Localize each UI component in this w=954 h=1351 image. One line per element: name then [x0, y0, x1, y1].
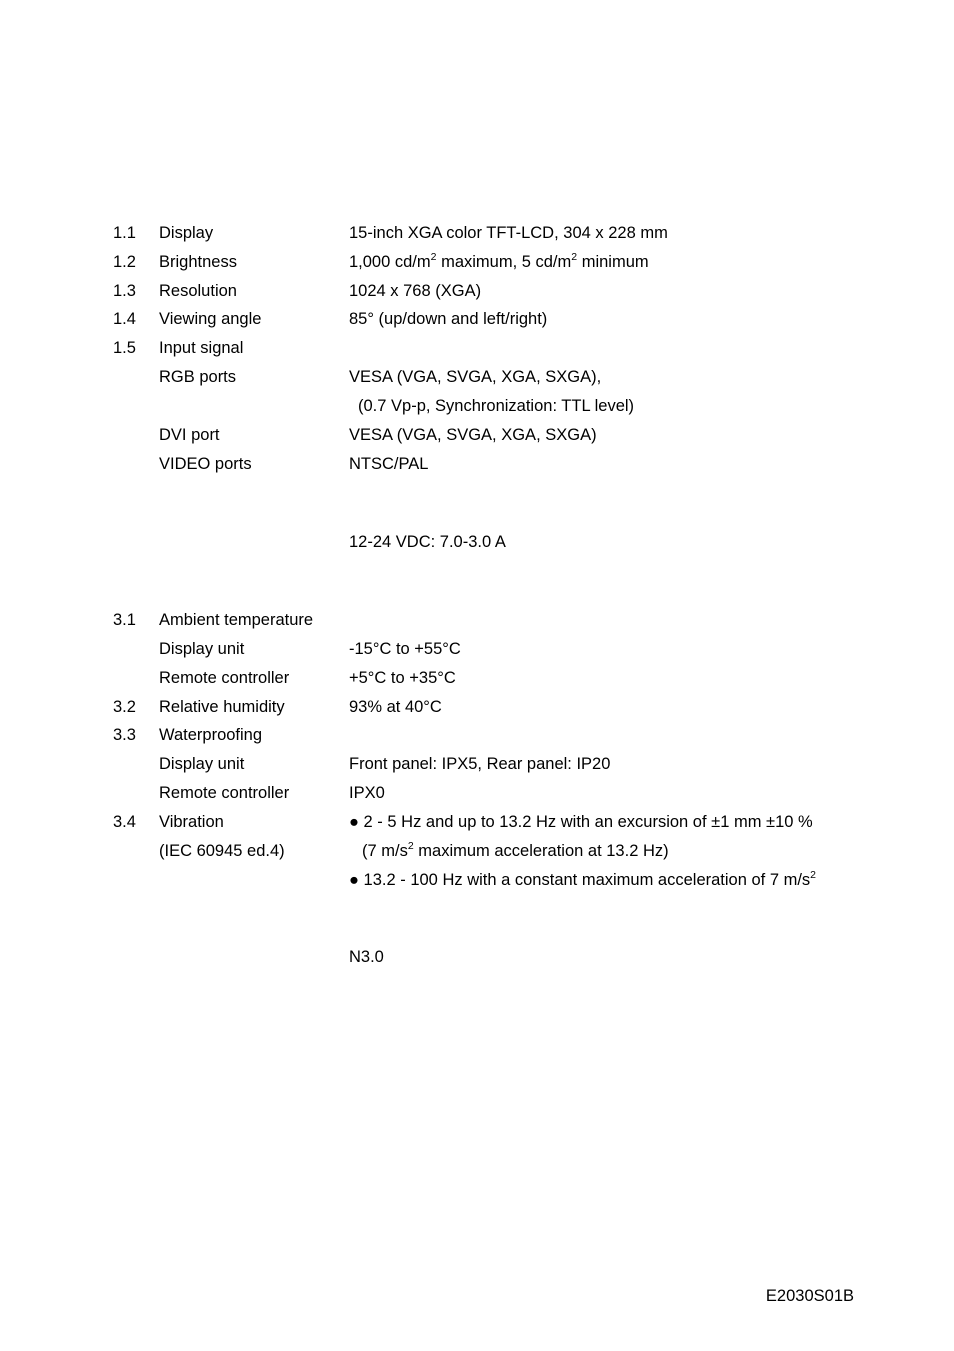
spec-row-waterproofing: [0, 721, 954, 750]
spec-label: Display unit: [159, 755, 245, 773]
spec-value: 12-24 VDC: 7.0-3.0 A: [349, 533, 506, 551]
spec-value: 15-inch XGA color TFT-LCD, 304 x 228 mm: [349, 224, 668, 242]
spec-label: Ambient temperature: [159, 611, 314, 629]
spec-row-ambient-temperature: [0, 606, 954, 635]
spec-number: 3.3: [113, 726, 136, 744]
value-part: maximum, 5 cd/m: [436, 253, 572, 271]
spec-value: [362, 837, 669, 866]
spec-value: IPX0: [349, 784, 385, 802]
value-part: minimum: [577, 253, 649, 271]
spec-row-resolution: [0, 277, 954, 306]
spec-value: N3.0: [349, 948, 384, 966]
spec-number: 1.5: [113, 339, 136, 357]
spec-value: [349, 248, 649, 277]
spec-number: 3.4: [113, 813, 136, 831]
spec-label: Relative humidity: [159, 698, 285, 716]
spec-row-input-signal: [0, 334, 954, 363]
spec-number: 1.4: [113, 310, 136, 328]
spec-row-vibration-cont: [0, 837, 954, 866]
spec-row-dvi-port: [0, 421, 954, 450]
spec-label: Viewing angle: [159, 310, 262, 328]
spec-label: (IEC 60945 ed.4): [159, 842, 285, 860]
spec-row-noise: [0, 943, 954, 972]
value-part: ● 13.2 - 100 Hz with a constant maximum acceleration of 7 m/s: [349, 871, 811, 889]
spec-label: Display: [159, 224, 214, 242]
spec-label: Vibration: [159, 813, 224, 831]
spec-row-ambient-remote: [0, 664, 954, 693]
spec-row-rgb-ports: [0, 363, 954, 392]
spec-label: Remote controller: [159, 784, 290, 802]
spec-label: RGB ports: [159, 368, 237, 386]
spec-label: Resolution: [159, 282, 237, 300]
spec-row-vibration-cont2: [0, 866, 954, 895]
spec-value: 1024 x 768 (XGA): [349, 282, 482, 300]
spec-row-water-remote: [0, 779, 954, 808]
spec-row-humidity: [0, 693, 954, 722]
spec-number: 1.2: [113, 253, 136, 271]
spec-value: VESA (VGA, SVGA, XGA, SXGA): [349, 426, 597, 444]
value-part: 1,000 cd/m: [349, 253, 431, 271]
superscript: 2: [571, 250, 578, 263]
spec-row-video-ports: [0, 450, 954, 479]
spec-label: Waterproofing: [159, 726, 263, 744]
spec-value: -15°C to +55°C: [349, 640, 461, 658]
spec-value: NTSC/PAL: [349, 455, 429, 473]
spec-value: 93% at 40°C: [349, 698, 442, 716]
superscript: 2: [810, 868, 817, 881]
spec-label: DVI port: [159, 426, 220, 444]
spec-number: 3.1: [113, 611, 136, 629]
spec-row-ambient-display-unit: [0, 635, 954, 664]
superscript: 2: [407, 839, 414, 852]
spec-value: (0.7 Vp-p, Synchronization: TTL level): [358, 397, 635, 415]
spec-label: Remote controller: [159, 669, 290, 687]
spec-value: VESA (VGA, SVGA, XGA, SXGA),: [349, 368, 602, 386]
spec-label: Input signal: [159, 339, 244, 357]
spec-label: VIDEO ports: [159, 455, 252, 473]
value-part: maximum acceleration at 13.2 Hz): [413, 842, 669, 860]
document-code: E2030S01B: [765, 1287, 854, 1305]
spec-value: +5°C to +35°C: [349, 669, 456, 687]
spec-number: 1.1: [113, 224, 136, 242]
spec-value: 85° (up/down and left/right): [349, 310, 548, 328]
spec-row-vibration: [0, 808, 954, 837]
spec-value: ● 2 - 5 Hz and up to 13.2 Hz with an excursion of ±1 mm ±10 %: [349, 813, 813, 831]
value-part: (7 m/s: [362, 842, 408, 860]
superscript: 2: [430, 250, 437, 263]
spec-row-viewing-angle: [0, 305, 954, 334]
spec-row-brightness: [0, 248, 954, 277]
spec-row-display: [0, 219, 954, 248]
spec-number: 3.2: [113, 698, 136, 716]
spec-row-power: [0, 528, 954, 557]
spec-row-water-display-unit: [0, 750, 954, 779]
spec-value: [349, 866, 816, 895]
spec-value: Front panel: IPX5, Rear panel: IP20: [349, 755, 611, 773]
spec-label: Brightness: [159, 253, 237, 271]
spec-row-rgb-ports-cont: [0, 392, 954, 421]
spec-label: Display unit: [159, 640, 245, 658]
spec-number: 1.3: [113, 282, 136, 300]
